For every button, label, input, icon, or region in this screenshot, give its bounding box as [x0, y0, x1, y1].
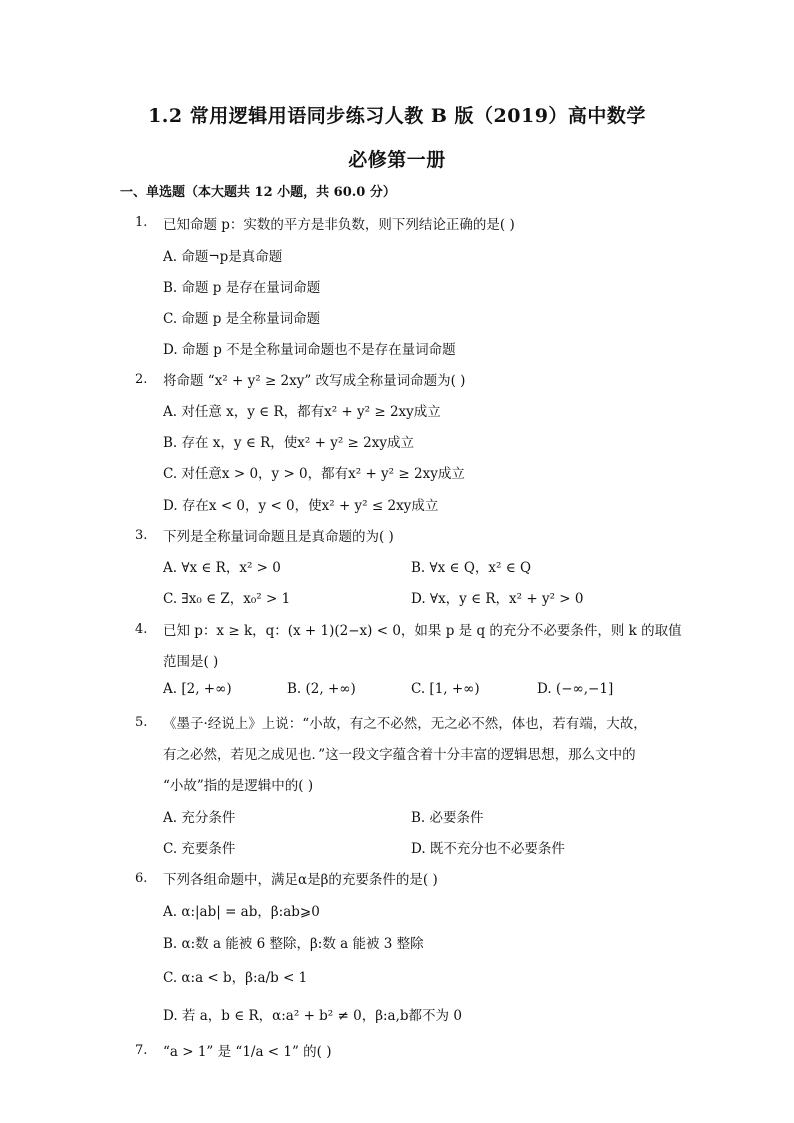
question-6-option-a: A. α:|ab| = ab，β:ab⩾0 — [163, 904, 320, 920]
question-3-option-a: A. ∀x ∈ R，x² > 0 — [163, 560, 281, 576]
question-6-number: 6. — [135, 871, 148, 886]
section-heading: 一、单选题（本大题共 12 小题，共 60.0 分） — [120, 185, 396, 200]
question-1-number: 1. — [135, 215, 148, 230]
question-5-option-a: A. 充分条件 — [163, 810, 236, 826]
question-3-option-d: D. ∀x，y ∈ R，x² + y² > 0 — [411, 591, 584, 607]
question-3-option-b: B. ∀x ∈ Q，x² ∈ Q — [411, 560, 532, 576]
question-2-option-b: B. 存在 x，y ∈ R，使x² + y² ≥ 2xy成立 — [163, 435, 414, 451]
page-title: 1.2 常用逻辑用语同步练习人教 B 版（2019）高中数学 — [148, 105, 646, 127]
question-1-option-c: C. 命题 p 是全称量词命题 — [163, 311, 321, 327]
question-1-option-a: A. 命题¬p是真命题 — [163, 249, 283, 265]
question-1-option-b: B. 命题 p 是存在量词命题 — [163, 280, 321, 296]
question-2-stem: 将命题 “x² + y² ≥ 2xy” 改写成全称量词命题为( ) — [163, 373, 466, 389]
question-6-stem: 下列各组命题中，满足α是β的充要条件的是( ) — [163, 872, 438, 888]
question-4-option-b: B. (2, +∞) — [287, 681, 356, 697]
page-subtitle: 必修第一册 — [348, 149, 446, 171]
question-2-option-d: D. 存在x < 0，y < 0，使x² + y² ≤ 2xy成立 — [163, 498, 439, 514]
question-6-option-b: B. α:数 a 能被 6 整除，β:数 a 能被 3 整除 — [163, 936, 424, 952]
question-1-stem: 已知命题 p：实数的平方是非负数，则下列结论正确的是( ) — [163, 217, 515, 233]
question-6-option-c: C. α:a < b，β:a/b < 1 — [163, 970, 308, 986]
question-7-number: 7. — [135, 1043, 148, 1058]
question-5-number: 5. — [135, 715, 148, 730]
question-3-number: 3. — [135, 528, 148, 543]
question-4-option-c: C. [1, +∞) — [411, 681, 480, 697]
question-4-option-d: D. (−∞,−1] — [537, 681, 614, 697]
question-4-stem-line1: 已知 p：x ≥ k，q：(x + 1)(2−x) < 0，如果 p 是 q 的充分不必要条件，则 k 的取值 — [163, 623, 682, 639]
question-7-stem: “a > 1” 是 “1/a < 1” 的( ) — [163, 1044, 332, 1060]
question-4-stem-line2: 范围是( ) — [163, 654, 219, 670]
question-6-option-d: D. 若 a，b ∈ R，α:a² + b² ≠ 0，β:a,b都不为 0 — [163, 1008, 462, 1024]
question-2-number: 2. — [135, 372, 148, 387]
question-5-stem-line1: 《墨子·经说上》上说：“小故，有之不必然，无之必不然，体也，若有端，大故， — [163, 716, 647, 732]
question-2-option-a: A. 对任意 x，y ∈ R，都有x² + y² ≥ 2xy成立 — [163, 404, 441, 420]
question-3-stem: 下列是全称量词命题且是真命题的为( ) — [163, 529, 394, 545]
question-3-option-c: C. ∃x₀ ∈ Z，x₀² > 1 — [163, 591, 291, 607]
question-2-option-c: C. 对任意x > 0，y > 0，都有x² + y² ≥ 2xy成立 — [163, 466, 465, 482]
question-5-option-b: B. 必要条件 — [411, 810, 484, 826]
question-5-stem-line3: “小故”指的是逻辑中的( ) — [163, 778, 314, 794]
question-4-option-a: A. [2, +∞) — [163, 681, 232, 697]
question-1-option-d: D. 命题 p 不是全称量词命题也不是存在量词命题 — [163, 342, 456, 358]
question-5-option-c: C. 充要条件 — [163, 841, 236, 857]
question-4-number: 4. — [135, 622, 148, 637]
question-5-option-d: D. 既不充分也不必要条件 — [411, 841, 565, 857]
question-5-stem-line2: 有之必然，若见之成见也．”这一段文字蕴含着十分丰富的逻辑思想，那么文中的 — [163, 747, 636, 763]
